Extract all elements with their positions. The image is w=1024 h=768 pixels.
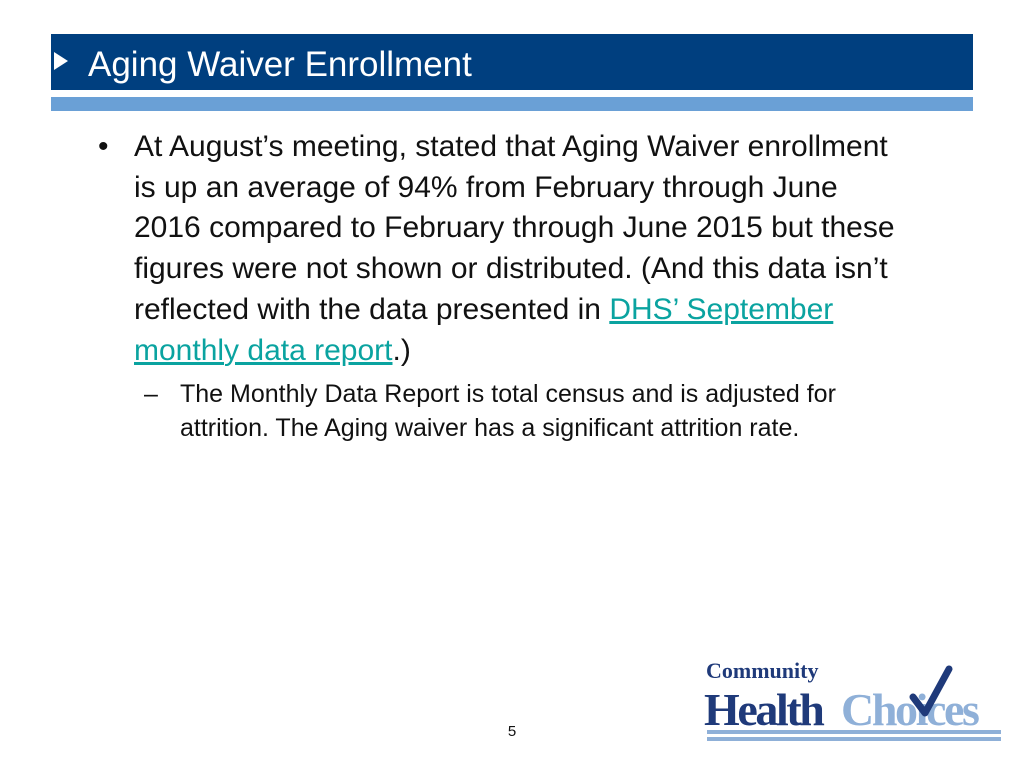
community-healthchoices-logo bbox=[703, 655, 1003, 747]
bullet-text: At August’s meeting, stated that Aging Waiver enrollment is up an average of 94% from February through June 2016 compared to February through June 2015 but these figures were not shown or distributed. (And this data isn’t reflected with the data presented in bbox=[134, 130, 895, 326]
slide-title: Aging Waiver Enrollment bbox=[88, 45, 472, 84]
title-stripe bbox=[51, 97, 973, 111]
dash-icon: – bbox=[144, 380, 158, 409]
sub-bullet-item bbox=[98, 377, 898, 445]
sub-bullet-text: The Monthly Data Report is total census and is adjusted for attrition. The Aging waiver has a significant attrition rate. bbox=[180, 380, 836, 443]
bullet-text-end: .) bbox=[392, 333, 411, 367]
logo-community-text: Community bbox=[706, 658, 819, 683]
logo-stripe-2 bbox=[707, 737, 1001, 741]
page-number: 5 bbox=[507, 723, 517, 740]
dhs-monthly-report-link[interactable]: DHS’ September monthly data report bbox=[134, 292, 834, 367]
logo-health-text: Health bbox=[704, 684, 823, 735]
bullet-item bbox=[98, 127, 898, 371]
slide-content bbox=[98, 127, 898, 445]
title-arrow-icon bbox=[54, 52, 68, 70]
bullet-icon: • bbox=[98, 130, 109, 163]
logo-choices-text: Choices bbox=[841, 684, 978, 735]
